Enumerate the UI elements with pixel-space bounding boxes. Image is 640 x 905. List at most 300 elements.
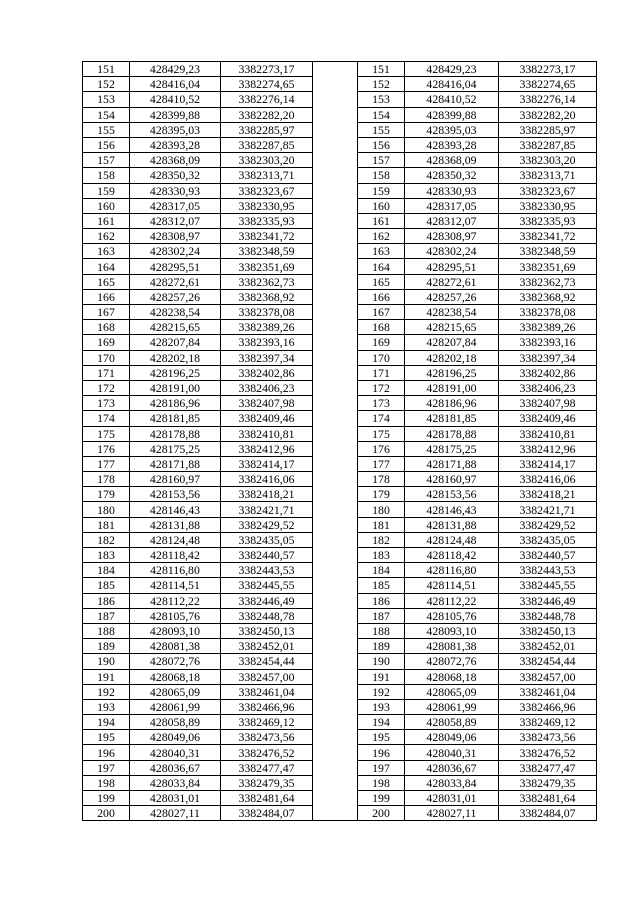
left-x-coordinate-cell: 428112,22 (130, 593, 221, 608)
coordinates-table (82, 61, 597, 821)
column-gap (313, 623, 358, 638)
left-x-coordinate-cell: 428131,88 (130, 517, 221, 532)
left-y-coordinate-cell: 3382402,86 (221, 365, 313, 380)
column-gap (313, 380, 358, 395)
right-point-number-cell: 184 (358, 563, 405, 578)
right-y-coordinate-cell: 3382273,17 (499, 62, 597, 77)
left-point-number-cell: 176 (83, 441, 130, 456)
right-point-number-cell: 188 (358, 623, 405, 638)
table-row (83, 365, 597, 380)
right-x-coordinate-cell: 428131,88 (405, 517, 499, 532)
column-gap (313, 472, 358, 487)
column-gap (313, 411, 358, 426)
right-point-number-cell: 160 (358, 198, 405, 213)
right-y-coordinate-cell: 3382409,46 (499, 411, 597, 426)
right-point-number-cell: 193 (358, 699, 405, 714)
right-point-number-cell: 157 (358, 153, 405, 168)
right-y-coordinate-cell: 3382282,20 (499, 107, 597, 122)
column-gap (313, 320, 358, 335)
column-gap (313, 122, 358, 137)
right-point-number-cell: 177 (358, 456, 405, 471)
right-x-coordinate-cell: 428058,89 (405, 715, 499, 730)
left-point-number-cell: 168 (83, 320, 130, 335)
left-point-number-cell: 189 (83, 639, 130, 654)
left-point-number-cell: 191 (83, 669, 130, 684)
right-x-coordinate-cell: 428317,05 (405, 198, 499, 213)
right-y-coordinate-cell: 3382406,23 (499, 380, 597, 395)
right-y-coordinate-cell: 3382416,06 (499, 472, 597, 487)
left-x-coordinate-cell: 428393,28 (130, 137, 221, 152)
left-x-coordinate-cell: 428178,88 (130, 426, 221, 441)
table-row (83, 623, 597, 638)
left-y-coordinate-cell: 3382303,20 (221, 153, 313, 168)
right-x-coordinate-cell: 428429,23 (405, 62, 499, 77)
left-point-number-cell: 190 (83, 654, 130, 669)
table-row (83, 320, 597, 335)
left-point-number-cell: 173 (83, 396, 130, 411)
right-y-coordinate-cell: 3382285,97 (499, 122, 597, 137)
right-x-coordinate-cell: 428393,28 (405, 137, 499, 152)
right-y-coordinate-cell: 3382330,95 (499, 198, 597, 213)
right-point-number-cell: 182 (358, 532, 405, 547)
right-x-coordinate-cell: 428065,09 (405, 684, 499, 699)
right-x-coordinate-cell: 428416,04 (405, 77, 499, 92)
left-y-coordinate-cell: 3382445,55 (221, 578, 313, 593)
left-point-number-cell: 185 (83, 578, 130, 593)
right-y-coordinate-cell: 3382479,35 (499, 775, 597, 790)
column-gap (313, 639, 358, 654)
left-x-coordinate-cell: 428118,42 (130, 548, 221, 563)
left-y-coordinate-cell: 3382473,56 (221, 730, 313, 745)
right-y-coordinate-cell: 3382368,92 (499, 289, 597, 304)
left-y-coordinate-cell: 3382481,64 (221, 791, 313, 806)
left-x-coordinate-cell: 428031,01 (130, 791, 221, 806)
right-y-coordinate-cell: 3382303,20 (499, 153, 597, 168)
right-x-coordinate-cell: 428399,88 (405, 107, 499, 122)
left-y-coordinate-cell: 3382443,53 (221, 563, 313, 578)
left-x-coordinate-cell: 428395,03 (130, 122, 221, 137)
right-point-number-cell: 152 (358, 77, 405, 92)
right-x-coordinate-cell: 428072,76 (405, 654, 499, 669)
left-y-coordinate-cell: 3382282,20 (221, 107, 313, 122)
right-y-coordinate-cell: 3382393,16 (499, 335, 597, 350)
table-row (83, 791, 597, 806)
right-y-coordinate-cell: 3382484,07 (499, 806, 597, 821)
left-x-coordinate-cell: 428207,84 (130, 335, 221, 350)
right-y-coordinate-cell: 3382362,73 (499, 274, 597, 289)
right-point-number-cell: 186 (358, 593, 405, 608)
column-gap (313, 305, 358, 320)
right-x-coordinate-cell: 428178,88 (405, 426, 499, 441)
right-y-coordinate-cell: 3382469,12 (499, 715, 597, 730)
left-y-coordinate-cell: 3382393,16 (221, 335, 313, 350)
left-x-coordinate-cell: 428146,43 (130, 502, 221, 517)
table-row (83, 730, 597, 745)
right-y-coordinate-cell: 3382348,59 (499, 244, 597, 259)
right-point-number-cell: 195 (358, 730, 405, 745)
right-x-coordinate-cell: 428175,25 (405, 441, 499, 456)
right-y-coordinate-cell: 3382410,81 (499, 426, 597, 441)
left-point-number-cell: 198 (83, 775, 130, 790)
left-point-number-cell: 188 (83, 623, 130, 638)
left-point-number-cell: 164 (83, 259, 130, 274)
table-body (83, 62, 597, 821)
right-point-number-cell: 174 (358, 411, 405, 426)
left-x-coordinate-cell: 428410,52 (130, 92, 221, 107)
left-x-coordinate-cell: 428033,84 (130, 775, 221, 790)
left-point-number-cell: 180 (83, 502, 130, 517)
table-row (83, 122, 597, 137)
right-x-coordinate-cell: 428302,24 (405, 244, 499, 259)
left-point-number-cell: 199 (83, 791, 130, 806)
left-y-coordinate-cell: 3382341,72 (221, 229, 313, 244)
left-y-coordinate-cell: 3382313,71 (221, 168, 313, 183)
left-x-coordinate-cell: 428295,51 (130, 259, 221, 274)
left-x-coordinate-cell: 428238,54 (130, 305, 221, 320)
right-point-number-cell: 151 (358, 62, 405, 77)
column-gap (313, 229, 358, 244)
left-y-coordinate-cell: 3382368,92 (221, 289, 313, 304)
right-point-number-cell: 178 (358, 472, 405, 487)
right-point-number-cell: 155 (358, 122, 405, 137)
table-row (83, 684, 597, 699)
left-x-coordinate-cell: 428072,76 (130, 654, 221, 669)
table-row (83, 563, 597, 578)
left-y-coordinate-cell: 3382416,06 (221, 472, 313, 487)
right-x-coordinate-cell: 428186,96 (405, 396, 499, 411)
table-row (83, 806, 597, 821)
right-y-coordinate-cell: 3382461,04 (499, 684, 597, 699)
left-y-coordinate-cell: 3382414,17 (221, 456, 313, 471)
right-point-number-cell: 194 (358, 715, 405, 730)
left-y-coordinate-cell: 3382446,49 (221, 593, 313, 608)
left-x-coordinate-cell: 428061,99 (130, 699, 221, 714)
left-x-coordinate-cell: 428065,09 (130, 684, 221, 699)
left-point-number-cell: 183 (83, 548, 130, 563)
left-point-number-cell: 177 (83, 456, 130, 471)
column-gap (313, 441, 358, 456)
left-y-coordinate-cell: 3382323,67 (221, 183, 313, 198)
right-point-number-cell: 175 (358, 426, 405, 441)
right-point-number-cell: 153 (358, 92, 405, 107)
left-y-coordinate-cell: 3382476,52 (221, 745, 313, 760)
right-y-coordinate-cell: 3382412,96 (499, 441, 597, 456)
left-x-coordinate-cell: 428302,24 (130, 244, 221, 259)
column-gap (313, 92, 358, 107)
right-point-number-cell: 185 (358, 578, 405, 593)
column-gap (313, 107, 358, 122)
right-x-coordinate-cell: 428238,54 (405, 305, 499, 320)
left-point-number-cell: 154 (83, 107, 130, 122)
right-x-coordinate-cell: 428061,99 (405, 699, 499, 714)
right-x-coordinate-cell: 428181,85 (405, 411, 499, 426)
right-x-coordinate-cell: 428116,80 (405, 563, 499, 578)
table-row (83, 274, 597, 289)
left-point-number-cell: 171 (83, 365, 130, 380)
table-row (83, 456, 597, 471)
table-row (83, 137, 597, 152)
right-x-coordinate-cell: 428368,09 (405, 153, 499, 168)
left-point-number-cell: 174 (83, 411, 130, 426)
column-gap (313, 426, 358, 441)
left-x-coordinate-cell: 428429,23 (130, 62, 221, 77)
table-row (83, 669, 597, 684)
right-y-coordinate-cell: 3382440,57 (499, 548, 597, 563)
column-gap (313, 791, 358, 806)
right-x-coordinate-cell: 428112,22 (405, 593, 499, 608)
left-x-coordinate-cell: 428257,26 (130, 289, 221, 304)
right-y-coordinate-cell: 3382418,21 (499, 487, 597, 502)
table-row (83, 77, 597, 92)
left-point-number-cell: 194 (83, 715, 130, 730)
left-y-coordinate-cell: 3382409,46 (221, 411, 313, 426)
column-gap (313, 745, 358, 760)
table-row (83, 168, 597, 183)
left-x-coordinate-cell: 428181,85 (130, 411, 221, 426)
column-gap (313, 198, 358, 213)
right-x-coordinate-cell: 428081,38 (405, 639, 499, 654)
column-gap (313, 684, 358, 699)
right-point-number-cell: 172 (358, 380, 405, 395)
table-row (83, 153, 597, 168)
table-row (83, 213, 597, 228)
right-x-coordinate-cell: 428160,97 (405, 472, 499, 487)
left-x-coordinate-cell: 428068,18 (130, 669, 221, 684)
right-y-coordinate-cell: 3382476,52 (499, 745, 597, 760)
right-point-number-cell: 166 (358, 289, 405, 304)
table-row (83, 259, 597, 274)
table-row (83, 608, 597, 623)
right-x-coordinate-cell: 428153,56 (405, 487, 499, 502)
right-x-coordinate-cell: 428031,01 (405, 791, 499, 806)
column-gap (313, 563, 358, 578)
left-y-coordinate-cell: 3382397,34 (221, 350, 313, 365)
left-y-coordinate-cell: 3382469,12 (221, 715, 313, 730)
right-x-coordinate-cell: 428350,32 (405, 168, 499, 183)
left-x-coordinate-cell: 428114,51 (130, 578, 221, 593)
left-y-coordinate-cell: 3382335,93 (221, 213, 313, 228)
right-x-coordinate-cell: 428171,88 (405, 456, 499, 471)
right-y-coordinate-cell: 3382443,53 (499, 563, 597, 578)
column-gap (313, 578, 358, 593)
column-gap (313, 335, 358, 350)
left-point-number-cell: 152 (83, 77, 130, 92)
column-gap (313, 715, 358, 730)
left-y-coordinate-cell: 3382273,17 (221, 62, 313, 77)
left-x-coordinate-cell: 428093,10 (130, 623, 221, 638)
right-point-number-cell: 171 (358, 365, 405, 380)
left-x-coordinate-cell: 428202,18 (130, 350, 221, 365)
left-point-number-cell: 186 (83, 593, 130, 608)
table-row (83, 289, 597, 304)
left-y-coordinate-cell: 3382477,47 (221, 760, 313, 775)
right-x-coordinate-cell: 428146,43 (405, 502, 499, 517)
table-row (83, 305, 597, 320)
right-point-number-cell: 183 (358, 548, 405, 563)
right-y-coordinate-cell: 3382448,78 (499, 608, 597, 623)
left-y-coordinate-cell: 3382330,95 (221, 198, 313, 213)
left-y-coordinate-cell: 3382378,08 (221, 305, 313, 320)
table-row (83, 745, 597, 760)
table-row (83, 593, 597, 608)
left-x-coordinate-cell: 428175,25 (130, 441, 221, 456)
table-row (83, 426, 597, 441)
table-row (83, 639, 597, 654)
left-point-number-cell: 196 (83, 745, 130, 760)
left-x-coordinate-cell: 428105,76 (130, 608, 221, 623)
right-point-number-cell: 200 (358, 806, 405, 821)
table-row (83, 380, 597, 395)
right-x-coordinate-cell: 428027,11 (405, 806, 499, 821)
right-point-number-cell: 173 (358, 396, 405, 411)
left-point-number-cell: 163 (83, 244, 130, 259)
left-point-number-cell: 160 (83, 198, 130, 213)
right-y-coordinate-cell: 3382287,85 (499, 137, 597, 152)
left-point-number-cell: 156 (83, 137, 130, 152)
right-point-number-cell: 192 (358, 684, 405, 699)
left-y-coordinate-cell: 3382450,13 (221, 623, 313, 638)
table-row (83, 472, 597, 487)
left-x-coordinate-cell: 428116,80 (130, 563, 221, 578)
right-x-coordinate-cell: 428312,07 (405, 213, 499, 228)
column-gap (313, 365, 358, 380)
left-point-number-cell: 184 (83, 563, 130, 578)
left-y-coordinate-cell: 3382479,35 (221, 775, 313, 790)
left-y-coordinate-cell: 3382418,21 (221, 487, 313, 502)
right-point-number-cell: 190 (358, 654, 405, 669)
right-y-coordinate-cell: 3382414,17 (499, 456, 597, 471)
left-x-coordinate-cell: 428058,89 (130, 715, 221, 730)
column-gap (313, 274, 358, 289)
left-y-coordinate-cell: 3382406,23 (221, 380, 313, 395)
right-y-coordinate-cell: 3382402,86 (499, 365, 597, 380)
right-x-coordinate-cell: 428093,10 (405, 623, 499, 638)
left-point-number-cell: 181 (83, 517, 130, 532)
right-y-coordinate-cell: 3382446,49 (499, 593, 597, 608)
column-gap (313, 775, 358, 790)
right-point-number-cell: 168 (358, 320, 405, 335)
right-x-coordinate-cell: 428114,51 (405, 578, 499, 593)
table-row (83, 244, 597, 259)
right-y-coordinate-cell: 3382457,00 (499, 669, 597, 684)
column-gap (313, 806, 358, 821)
left-point-number-cell: 197 (83, 760, 130, 775)
left-x-coordinate-cell: 428368,09 (130, 153, 221, 168)
left-point-number-cell: 172 (83, 380, 130, 395)
left-point-number-cell: 157 (83, 153, 130, 168)
table-row (83, 350, 597, 365)
table-row (83, 517, 597, 532)
right-y-coordinate-cell: 3382477,47 (499, 760, 597, 775)
left-y-coordinate-cell: 3382452,01 (221, 639, 313, 654)
left-point-number-cell: 195 (83, 730, 130, 745)
column-gap (313, 487, 358, 502)
column-gap (313, 396, 358, 411)
column-gap (313, 350, 358, 365)
column-gap (313, 62, 358, 77)
left-point-number-cell: 161 (83, 213, 130, 228)
table-row (83, 441, 597, 456)
left-point-number-cell: 165 (83, 274, 130, 289)
left-point-number-cell: 200 (83, 806, 130, 821)
column-gap (313, 608, 358, 623)
right-x-coordinate-cell: 428068,18 (405, 669, 499, 684)
table-row (83, 229, 597, 244)
right-x-coordinate-cell: 428257,26 (405, 289, 499, 304)
right-point-number-cell: 165 (358, 274, 405, 289)
left-x-coordinate-cell: 428416,04 (130, 77, 221, 92)
column-gap (313, 760, 358, 775)
left-point-number-cell: 153 (83, 92, 130, 107)
right-y-coordinate-cell: 3382397,34 (499, 350, 597, 365)
right-y-coordinate-cell: 3382454,44 (499, 654, 597, 669)
right-point-number-cell: 189 (358, 639, 405, 654)
left-x-coordinate-cell: 428153,56 (130, 487, 221, 502)
table-row (83, 183, 597, 198)
right-point-number-cell: 167 (358, 305, 405, 320)
column-gap (313, 456, 358, 471)
left-x-coordinate-cell: 428191,00 (130, 380, 221, 395)
right-point-number-cell: 162 (358, 229, 405, 244)
right-point-number-cell: 191 (358, 669, 405, 684)
right-x-coordinate-cell: 428124,48 (405, 532, 499, 547)
right-point-number-cell: 176 (358, 441, 405, 456)
table-row (83, 715, 597, 730)
column-gap (313, 730, 358, 745)
left-x-coordinate-cell: 428027,11 (130, 806, 221, 821)
left-x-coordinate-cell: 428330,93 (130, 183, 221, 198)
left-point-number-cell: 170 (83, 350, 130, 365)
right-y-coordinate-cell: 3382274,65 (499, 77, 597, 92)
left-point-number-cell: 192 (83, 684, 130, 699)
column-gap (313, 654, 358, 669)
right-y-coordinate-cell: 3382276,14 (499, 92, 597, 107)
left-x-coordinate-cell: 428350,32 (130, 168, 221, 183)
right-x-coordinate-cell: 428036,67 (405, 760, 499, 775)
left-x-coordinate-cell: 428036,67 (130, 760, 221, 775)
table-row (83, 396, 597, 411)
left-point-number-cell: 193 (83, 699, 130, 714)
left-y-coordinate-cell: 3382362,73 (221, 274, 313, 289)
right-x-coordinate-cell: 428272,61 (405, 274, 499, 289)
right-point-number-cell: 156 (358, 137, 405, 152)
left-y-coordinate-cell: 3382285,97 (221, 122, 313, 137)
left-y-coordinate-cell: 3382457,00 (221, 669, 313, 684)
table-row (83, 92, 597, 107)
left-x-coordinate-cell: 428399,88 (130, 107, 221, 122)
left-y-coordinate-cell: 3382440,57 (221, 548, 313, 563)
right-point-number-cell: 180 (358, 502, 405, 517)
right-y-coordinate-cell: 3382313,71 (499, 168, 597, 183)
column-gap (313, 593, 358, 608)
table-row (83, 699, 597, 714)
left-point-number-cell: 179 (83, 487, 130, 502)
left-point-number-cell: 155 (83, 122, 130, 137)
table-row (83, 654, 597, 669)
right-x-coordinate-cell: 428330,93 (405, 183, 499, 198)
left-x-coordinate-cell: 428196,25 (130, 365, 221, 380)
right-x-coordinate-cell: 428033,84 (405, 775, 499, 790)
right-point-number-cell: 163 (358, 244, 405, 259)
right-y-coordinate-cell: 3382389,26 (499, 320, 597, 335)
column-gap (313, 289, 358, 304)
right-point-number-cell: 164 (358, 259, 405, 274)
left-x-coordinate-cell: 428272,61 (130, 274, 221, 289)
column-gap (313, 502, 358, 517)
table-row (83, 578, 597, 593)
left-y-coordinate-cell: 3382484,07 (221, 806, 313, 821)
left-point-number-cell: 159 (83, 183, 130, 198)
